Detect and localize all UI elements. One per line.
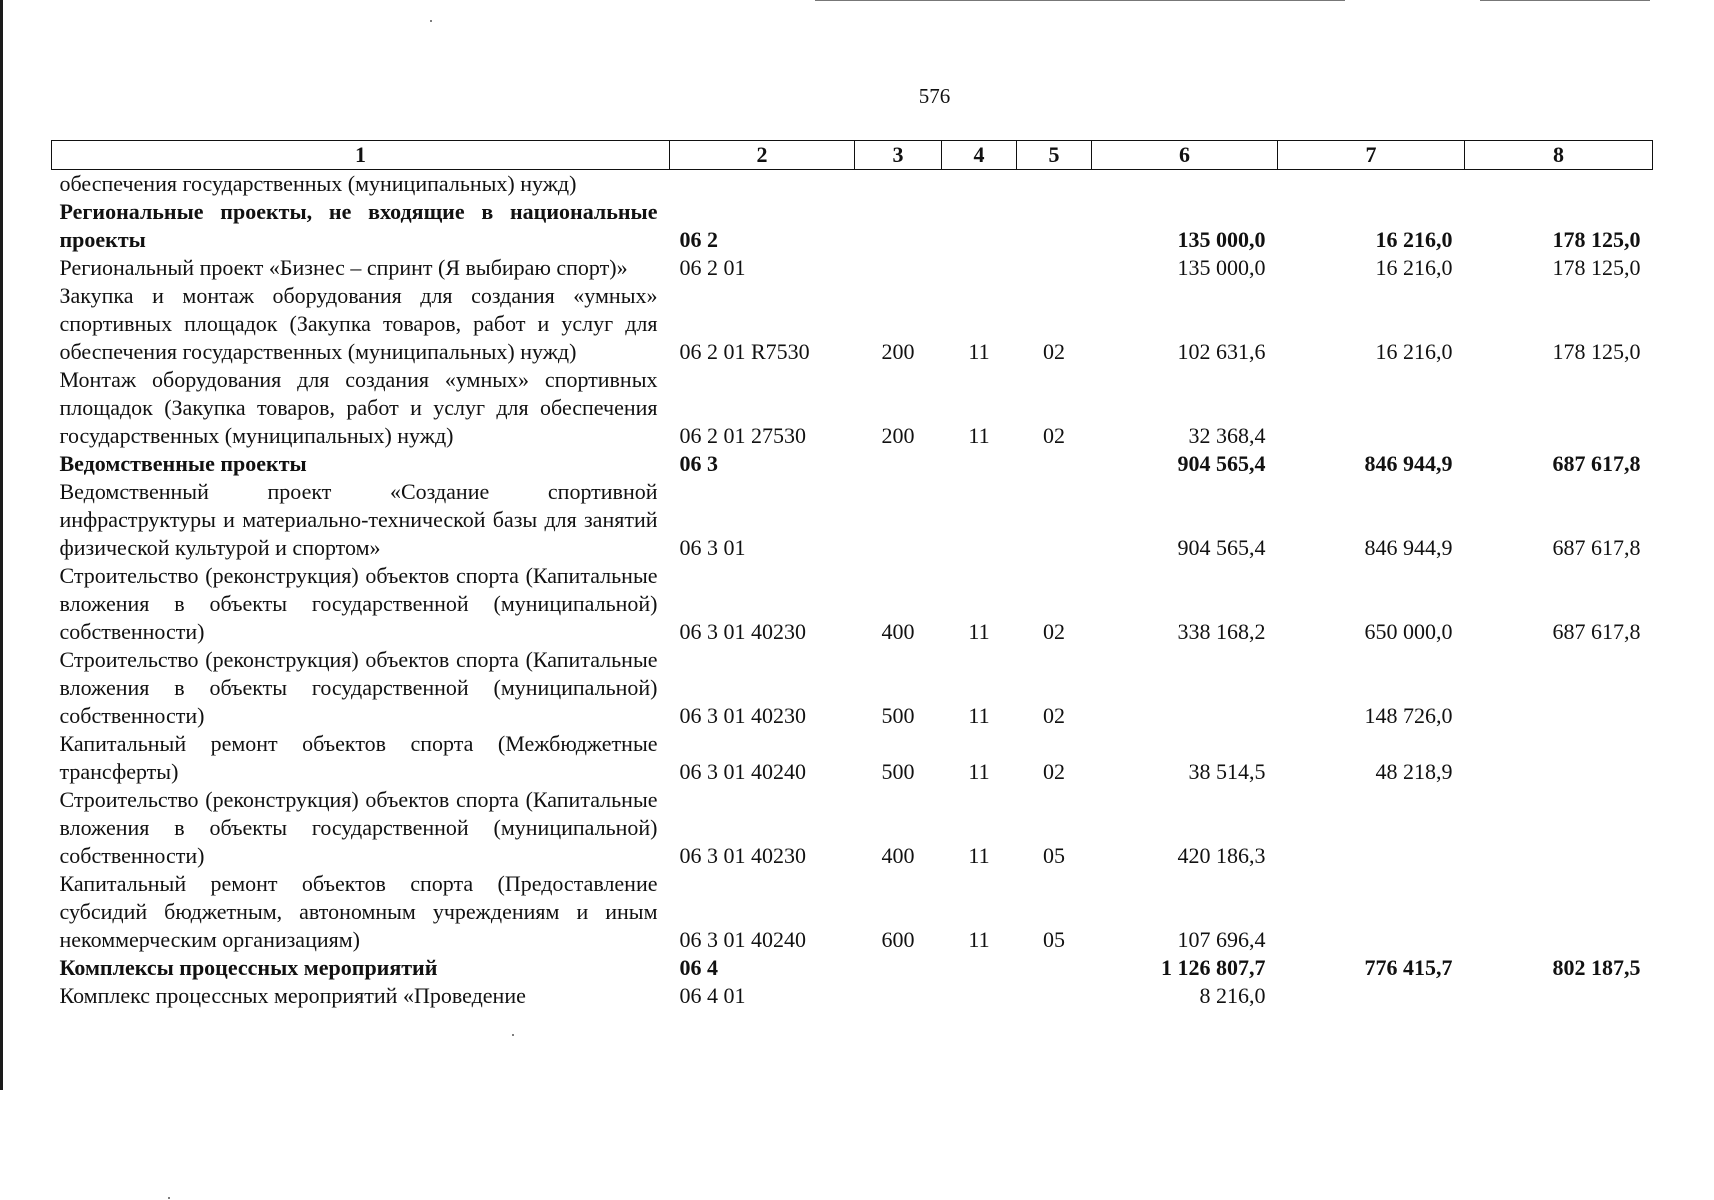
row-code: 06 3 01 40240 [679,927,806,952]
row-name: Региональные проекты, не входящие в национальные проекты [59,199,658,252]
row-col6: 107 696,4 [1177,927,1266,952]
row-col4 [942,478,1017,562]
row-name: Капитальный ремонт объектов спорта (Предоставление субсидий бюджетным, автономным учреждениям и иным некоммерческим организациям) [59,871,658,952]
row-col3 [855,254,942,282]
table-row [52,646,1653,730]
row-col7 [1278,786,1465,870]
row-col3: 200 [881,423,915,448]
page-number: 576 [918,84,951,108]
row-col3 [855,954,942,982]
row-col6 [1092,646,1278,730]
row-col6: 32 368,4 [1188,423,1266,448]
row-col6: 1 126 807,7 [1161,955,1266,980]
scan-artifact [430,20,432,22]
row-col5: 05 [1043,927,1065,952]
row-col4: 11 [968,423,990,448]
row-name: Монтаж оборудования для создания «умных» спортивных площадок (Закупка товаров, работ и услуг для обеспечения государственных (муниципальных) нужд) [59,367,658,448]
table-row [52,562,1653,646]
row-code: 06 3 01 [679,535,746,560]
row-col4 [942,982,1017,1010]
row-name: Региональный проект «Бизнес – спринт (Я выбираю спорт)» [59,255,628,280]
row-col4 [942,254,1017,282]
row-code: 06 4 [679,955,718,980]
header-cell: 6 [1092,141,1278,170]
table-row [52,954,1653,982]
row-col4 [942,198,1017,254]
row-col4: 11 [968,759,990,784]
row-col8 [1465,982,1653,1010]
row-col5: 02 [1043,703,1065,728]
row-col3: 400 [881,619,915,644]
row-col4 [942,170,1017,199]
row-col7: 650 000,0 [1364,619,1453,644]
table-row [52,982,1653,1010]
row-code: 06 2 01 27530 [679,423,806,448]
row-col3: 600 [881,927,915,952]
row-col3 [855,478,942,562]
row-col7 [1278,982,1465,1010]
row-col3 [855,982,942,1010]
row-col8 [1465,646,1653,730]
row-col4 [942,954,1017,982]
row-col4 [942,450,1017,478]
row-name: Капитальный ремонт объектов спорта (Межбюджетные трансферты) [59,731,658,784]
scan-edge-left [0,0,3,1090]
row-col6: 8 216,0 [1199,983,1266,1008]
row-col7: 48 218,9 [1375,759,1453,784]
table-row [52,366,1653,450]
header-cell: 3 [855,141,942,170]
budget-table [51,140,1653,1010]
header-cell: 1 [52,141,670,170]
row-name: Ведомственный проект «Создание спортивной инфраструктуры и материально-технической базы для занятий физической культурой и спортом» [59,479,658,560]
row-col5 [1017,982,1092,1010]
row-col7: 776 415,7 [1364,955,1453,980]
table-row [52,450,1653,478]
table-row [52,730,1653,786]
row-col5: 02 [1043,619,1065,644]
row-code: 06 2 01 R7530 [679,339,810,364]
row-col3: 400 [881,843,915,868]
header-cell: 8 [1465,141,1653,170]
header-cell: 2 [670,141,855,170]
row-col6: 904 565,4 [1177,451,1266,476]
row-col6: 904 565,4 [1177,535,1266,560]
row-col7: 16 216,0 [1375,227,1453,252]
row-name: обеспечения государственных (муниципальных) нужд) [59,171,577,196]
row-col3 [855,198,942,254]
row-col5: 02 [1043,423,1065,448]
row-col6: 135 000,0 [1177,227,1266,252]
table-row [52,786,1653,870]
table-body [52,170,1653,1011]
row-col4: 11 [968,703,990,728]
row-code: 06 3 01 40240 [679,759,806,784]
row-col5 [1017,254,1092,282]
row-col8: 687 617,8 [1552,619,1641,644]
header-cell: 5 [1017,141,1092,170]
header-row [52,141,1653,170]
row-col6: 338 168,2 [1177,619,1266,644]
header-cell: 4 [942,141,1017,170]
row-code: 06 2 [679,227,718,252]
table-row [52,254,1653,282]
row-col8 [1465,170,1653,199]
row-col8: 687 617,8 [1552,535,1641,560]
row-code: 06 2 01 [679,255,746,280]
table-row [52,198,1653,254]
row-col3 [855,450,942,478]
scan-top-line [1480,0,1650,1]
row-col7: 16 216,0 [1375,339,1453,364]
row-col6: 420 186,3 [1177,843,1266,868]
row-col8: 802 187,5 [1552,955,1641,980]
row-col4: 11 [968,927,990,952]
row-col4: 11 [968,843,990,868]
row-col7: 16 216,0 [1375,255,1453,280]
scan-artifact [512,1034,514,1036]
row-code: 06 3 01 40230 [679,619,806,644]
row-name: Закупка и монтаж оборудования для создания «умных» спортивных площадок (Закупка товаров, работ и услуг для обеспечения государственных (муниципальных) нужд) [59,283,658,364]
row-col3 [855,170,942,199]
row-col5: 02 [1043,339,1065,364]
header-cell: 7 [1278,141,1465,170]
row-col7: 846 944,9 [1364,535,1453,560]
table-row [52,170,1653,199]
row-col8 [1465,786,1653,870]
row-col6: 135 000,0 [1177,255,1266,280]
row-col7: 148 726,0 [1364,703,1453,728]
row-code: 06 3 01 40230 [679,843,806,868]
row-name: Строительство (реконструкция) объектов спорта (Капитальные вложения в объекты государственной (муниципальной) собственности) [59,787,658,868]
row-col3: 500 [881,703,915,728]
row-name: Строительство (реконструкция) объектов спорта (Капитальные вложения в объекты государственной (муниципальной) собственности) [59,563,658,644]
row-name: Комплекс процессных мероприятий «Проведение [59,983,526,1008]
row-col5: 02 [1043,759,1065,784]
row-col6 [1092,170,1278,199]
row-col5: 05 [1043,843,1065,868]
row-code: 06 4 01 [679,983,746,1008]
row-col8: 178 125,0 [1552,227,1641,252]
row-col5 [1017,198,1092,254]
row-code: 06 3 01 40230 [679,703,806,728]
scan-artifact [168,1197,170,1199]
row-col5 [1017,478,1092,562]
scan-top-line [815,0,1345,1]
row-col3: 200 [881,339,915,364]
row-col8: 178 125,0 [1552,255,1641,280]
row-col4: 11 [968,339,990,364]
row-col7: 846 944,9 [1364,451,1453,476]
row-col8: 687 617,8 [1552,451,1641,476]
row-code [670,170,855,199]
table-row [52,870,1653,954]
row-col4: 11 [968,619,990,644]
row-col7 [1278,170,1465,199]
row-name: Строительство (реконструкция) объектов спорта (Капитальные вложения в объекты государственной (муниципальной) собственности) [59,647,658,728]
row-name: Ведомственные проекты [59,451,307,476]
row-code: 06 3 [679,451,718,476]
row-col8 [1465,730,1653,786]
row-name: Комплексы процессных мероприятий [59,955,438,980]
row-col7 [1278,870,1465,954]
table-row [52,478,1653,562]
row-col8 [1465,366,1653,450]
table-row [52,282,1653,366]
row-col6: 102 631,6 [1177,339,1266,364]
row-col8: 178 125,0 [1552,339,1641,364]
row-col5 [1017,954,1092,982]
row-col5 [1017,170,1092,199]
row-col7 [1278,366,1465,450]
row-col5 [1017,450,1092,478]
row-col6: 38 514,5 [1188,759,1266,784]
row-col3: 500 [881,759,915,784]
row-col8 [1465,870,1653,954]
